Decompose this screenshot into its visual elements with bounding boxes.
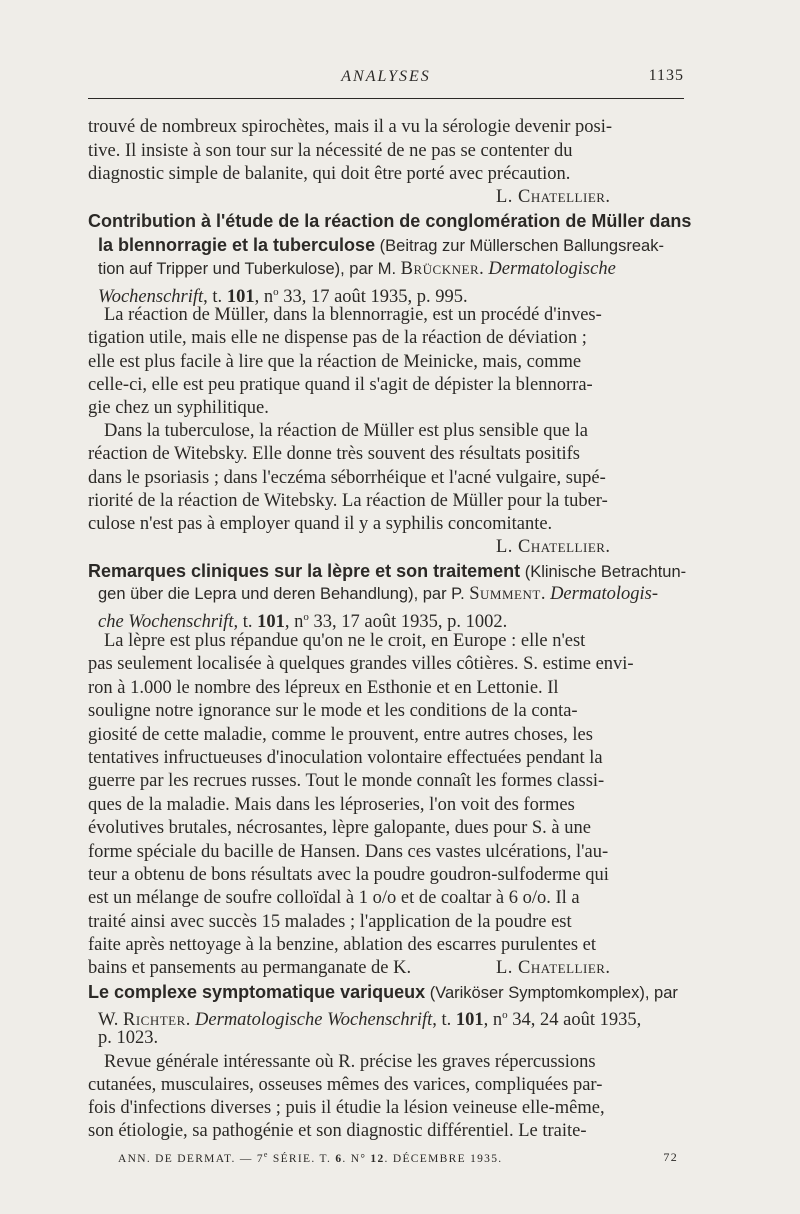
line-text: faite après nettoyage à la benzine, ablation des escarres purulentes et	[88, 935, 597, 955]
page-number: 1135	[648, 67, 684, 84]
line-text: celle-ci, elle est peu pratique quand il s'agit de dépister la blennorra-	[88, 375, 593, 395]
line-text: souligne notre ignorance sur le mode et les conditions de la conta-	[88, 701, 578, 721]
article-title: Contribution à l'étude de la réaction de conglomération de Müller dans	[88, 211, 692, 231]
volume-number: 101	[455, 1010, 484, 1031]
journal-name: Dermatologische Wochenschrift	[195, 1010, 433, 1031]
footer-superscript: e	[263, 1150, 269, 1159]
citation-text: , n	[284, 612, 304, 633]
running-head-title: ANALYSES	[341, 68, 431, 85]
citation-text: W.	[98, 1010, 124, 1031]
original-title: tion auf Tripper und Tuberkulose), par M.	[98, 260, 401, 278]
article-title: la blennorragie et la tuberculose	[98, 235, 376, 255]
signature-text: L. Chatellier.	[496, 187, 611, 207]
citation-text: , t.	[233, 612, 258, 633]
line-text: évolutives brutales, nécrosantes, lèpre galopante, dues pour S. à une	[88, 818, 591, 838]
running-head	[88, 66, 684, 90]
footer-issue-label: . N°	[342, 1152, 371, 1165]
line-text: diagnostic simple de balanite, qui doit être porté avec précaution.	[88, 164, 571, 184]
line-text: tentatives infructueuses d'inoculation volontaire effectuées pendant la	[88, 748, 603, 768]
text-line	[0, 114, 800, 140]
citation-text: p. 1023.	[98, 1028, 159, 1048]
citation-text: , t.	[432, 1010, 456, 1031]
signature-text: L. Chatellier.	[496, 958, 611, 978]
original-title: (Variköser Symptomkomplex), par	[425, 984, 678, 1002]
footer-tome: 6	[335, 1152, 343, 1165]
footer-journal: ANN. DE DERMAT. — 7	[118, 1152, 264, 1165]
text-line	[0, 1118, 800, 1144]
text-line	[0, 768, 800, 794]
journal-name: Dermatologische	[488, 259, 616, 279]
citation-text: 34, 24 août 1935,	[507, 1010, 642, 1031]
original-title: gen über die Lepra und deren Behandlung), par P.	[98, 585, 470, 603]
line-text: pas seulement localisée à quelques grandes villes côtières. S. estime envi-	[88, 654, 634, 674]
author-name: Summent	[469, 584, 541, 604]
journal-name: Wochenschrift	[98, 287, 204, 308]
citation-text: , t.	[203, 287, 227, 308]
text-line	[0, 885, 800, 911]
citation-text: , n	[254, 287, 274, 308]
line-text: culose n'est pas à employer quand il y a syphilis concomitante.	[88, 514, 553, 534]
footer-signature-number: 72	[663, 1150, 678, 1164]
line-text: fois d'infections diverses ; puis il étudie la lésion veineuse elle-même,	[88, 1098, 605, 1118]
line-text: guerre par les recrues russes. Tout le monde connaît les formes classi-	[88, 771, 605, 791]
line-text: forme spéciale du bacille de Hansen. Dans ces vastes ulcérations, l'au-	[88, 842, 609, 862]
line-text: ques de la maladie. Mais dans les léproseries, l'on voit des formes	[88, 795, 575, 815]
text-line	[0, 325, 800, 351]
line-text: son étiologie, sa pathogénie et son diagnostic différentiel. Le traite-	[88, 1121, 587, 1141]
original-title: (Beitrag zur Müllerschen Ballungsreak-	[375, 237, 664, 255]
journal-name: che Wochenschrift	[98, 612, 234, 633]
author-name: Richter	[123, 1010, 186, 1031]
article-title-line	[0, 208, 800, 234]
text-line	[0, 955, 800, 981]
signature-text: L. Chatellier.	[496, 537, 611, 557]
text-line	[0, 651, 800, 677]
author-name: Brückner	[400, 259, 480, 279]
superscript: o	[303, 611, 309, 623]
line-text: Revue générale intéressante où R. précise les graves répercussions	[104, 1052, 596, 1072]
line-text: réaction de Witebsky. Elle donne très souvent des résultats positifs	[88, 444, 580, 464]
text-line	[0, 441, 800, 467]
original-title: (Klinische Betrachtun-	[520, 563, 687, 581]
line-text: tigation utile, mais elle ne dispense pas de la réaction de déviation ;	[88, 328, 587, 348]
line-text: trouvé de nombreux spirochètes, mais il a vu la sérologie devenir posi-	[88, 117, 613, 137]
line-text: riorité de la réaction de Witebsky. La réaction de Müller pour la tuber-	[88, 491, 608, 511]
punctuation: .	[479, 259, 489, 279]
article-title: Le complexe symptomatique variqueux	[88, 982, 426, 1002]
article-title: Remarques cliniques sur la lèpre et son traitement	[88, 561, 521, 581]
line-text: cutanées, musculaires, osseuses mêmes des varices, compliquées par-	[88, 1075, 603, 1095]
volume-number: 101	[226, 287, 255, 308]
text-line	[0, 815, 800, 841]
author-signature	[0, 534, 800, 560]
line-text: tive. Il insiste à son tour sur la nécessité de ne pas se contenter du	[88, 141, 573, 161]
superscript: o	[273, 286, 279, 298]
footer-issue-number: 12	[370, 1152, 385, 1165]
punctuation: .	[540, 584, 551, 604]
line-text: traité ainsi avec succès 15 malades ; l'application de la poudre est	[88, 912, 572, 932]
superscript: o	[502, 1009, 508, 1021]
citation-line	[0, 604, 800, 633]
footer-series: SÉRIE. T.	[268, 1152, 336, 1165]
line-text: La lèpre est plus répandue qu'on ne le croit, en Europe : elle n'est	[104, 631, 586, 651]
line-text: La réaction de Müller, dans la blennorragie, est un procédé d'inves-	[104, 305, 602, 325]
text-line	[0, 698, 800, 724]
line-text: ron à 1.000 le nombre des lépreux en Esthonie et en Lettonie. Il	[88, 678, 559, 698]
citation-text: , n	[483, 1010, 503, 1031]
line-text: dans le psoriasis ; dans l'eczéma séborrhéique et l'acné vulgaire, supé-	[88, 468, 606, 488]
line-text: bains et pansements au permanganate de K.	[88, 958, 412, 978]
line-text: elle est plus facile à lire que la réaction de Meinicke, mais, comme	[88, 352, 582, 372]
citation-line	[0, 1025, 800, 1051]
article-title-line	[0, 232, 800, 258]
line-text: gie chez un syphilitique.	[88, 398, 269, 418]
footer-date: . DÉCEMBRE 1935.	[384, 1152, 503, 1165]
citation-text: 33, 17 août 1935, p. 995.	[278, 287, 468, 308]
line-text: teur a obtenu de bons résultats avec la poudre goudron-sulfoderme qui	[88, 865, 609, 885]
header-rule	[88, 98, 684, 99]
line-text: giosité de cette maladie, comme le prouvent, entre autres choses, les	[88, 725, 593, 745]
journal-name: Dermatologis-	[550, 584, 658, 604]
citation-text: 33, 17 août 1935, p. 1002.	[308, 612, 508, 633]
punctuation: .	[185, 1010, 196, 1031]
page-footer	[118, 1150, 678, 1170]
line-text: est un mélange de soufre colloïdal à 1 o/o et de coaltar à 6 o/o. Il a	[88, 888, 580, 908]
volume-number: 101	[257, 612, 285, 633]
author-signature	[0, 184, 800, 210]
line-text: Dans la tuberculose, la réaction de Müller est plus sensible que la	[104, 421, 588, 441]
